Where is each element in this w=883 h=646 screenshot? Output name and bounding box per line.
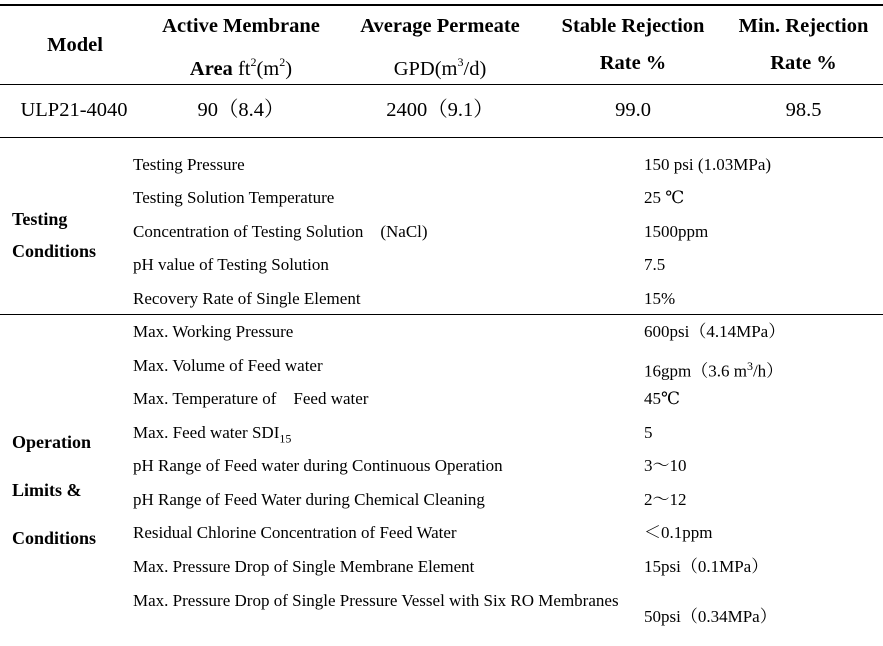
operation-param-row: pH Range of Feed water during Continuous Operation: [133, 456, 503, 475]
operation-param-row: Max. Pressure Drop of Single Pressure Vessel with Six RO Membranes: [133, 591, 619, 610]
operation-value-row: 3～10: [644, 456, 687, 475]
header-permeate: [345, 14, 535, 81]
header-bottom-rule: [0, 84, 883, 85]
header-area-line2: Area $ft^2(m^2)$: [189, 55, 293, 80]
operation-value-row: 50psi（0.34MPa）: [644, 607, 777, 626]
operation-param-row: pH Range of Feed Water during Chemical Cleaning: [133, 490, 485, 509]
model-name: ULP21-4040: [20, 99, 128, 121]
operation-value-row: 2～12: [644, 490, 687, 509]
testing-param-row: Recovery Rate of Single Element: [133, 289, 361, 308]
testing-value-row: 150 psi (1.03MPa): [644, 155, 772, 174]
operation-value-row: 16gpm（3.6 $m^3/h$）: [644, 359, 784, 381]
testing-bottom-rule: [0, 314, 883, 315]
header-area: [145, 14, 337, 81]
model-stable-rejection: 99.0: [615, 99, 651, 121]
testing-param-row: Testing Solution Temperature: [133, 188, 335, 207]
header-min-line1: Min. Rejection: [738, 15, 869, 37]
testing-value-row: 25 ℃: [644, 188, 685, 207]
testing-param-row: pH value of Testing Solution: [133, 255, 329, 274]
testing-conditions-label: Testing Conditions: [12, 209, 97, 261]
operation-param-row: Residual Chlorine Concentration of Feed Water: [133, 523, 457, 542]
operation-param-row: Max. Temperature of Feed water: [133, 389, 369, 408]
header-permeate-line2: $GPD(m^3/d)$: [393, 55, 487, 80]
table-top-rule: [0, 4, 883, 6]
header-permeate-line1: Average Permeate: [360, 15, 520, 37]
operation-param-row: Max. Pressure Drop of Single Membrane Element: [133, 557, 475, 576]
model-area: 90（8.4）: [197, 99, 285, 121]
testing-param-row: Testing Pressure: [133, 155, 245, 174]
operation-param-row: Max. Volume of Feed water: [133, 356, 323, 375]
testing-param-row: Concentration of Testing Solution (NaCl): [133, 222, 428, 241]
header-stable-line2: Rate %: [599, 52, 667, 74]
operation-param-row: Max. Feed water $SDI_{15}$: [133, 423, 292, 446]
header-model-label: Model: [47, 34, 103, 56]
model-permeate: 2400（9.1）: [386, 99, 494, 121]
header-model: [20, 33, 130, 57]
operation-value-row: 5: [644, 423, 653, 442]
operation-value-row: 15psi（0.1MPa）: [644, 557, 769, 576]
header-min-line2: Rate %: [770, 52, 837, 74]
header-stable: [548, 14, 718, 75]
testing-value-row: 15%: [644, 289, 676, 308]
operation-limits-label: Operation Limits & Conditions: [12, 432, 97, 548]
header-min: [726, 14, 881, 75]
model-min-rejection: 98.5: [785, 99, 822, 121]
operation-value-row: 600psi（4.14MPa）: [644, 322, 786, 341]
operation-value-row: 45℃: [644, 389, 681, 408]
testing-value-row: 7.5: [644, 255, 666, 274]
model-row-bottom-rule: [0, 137, 883, 138]
header-area-line1: Active Membrane: [162, 15, 320, 37]
testing-value-row: 1500ppm: [644, 222, 709, 241]
header-stable-line1: Stable Rejection: [561, 15, 705, 37]
operation-param-row: Max. Working Pressure: [133, 322, 294, 341]
operation-value-row: ＜0.1ppm: [644, 523, 713, 542]
